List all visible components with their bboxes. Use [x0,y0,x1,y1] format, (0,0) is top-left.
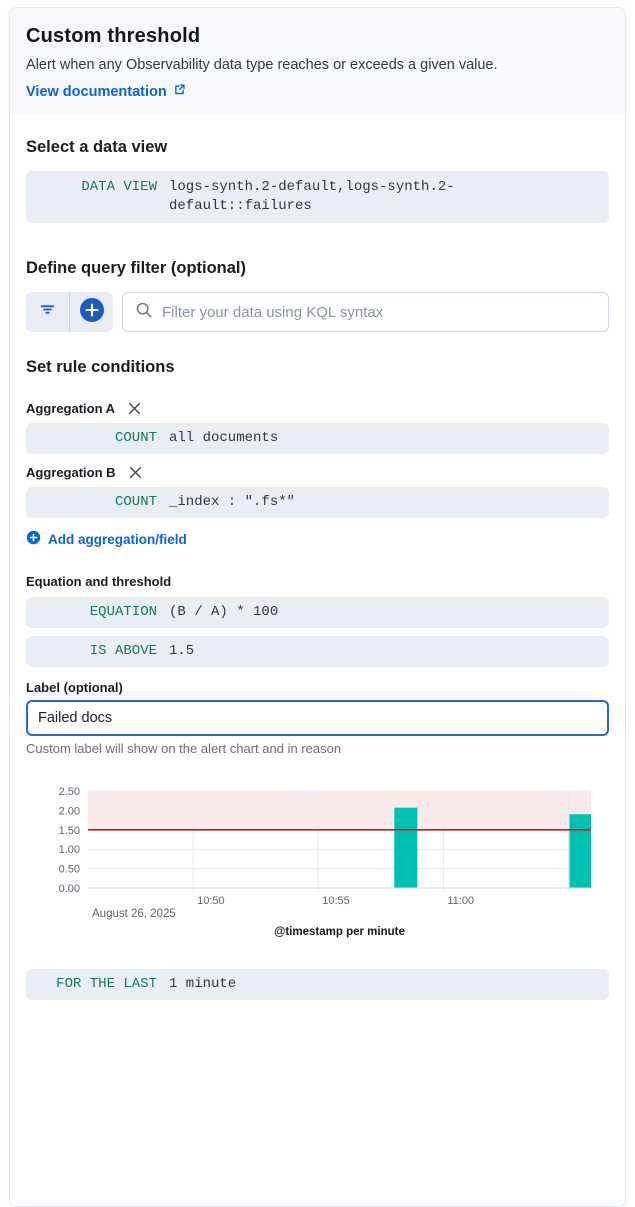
custom-threshold-panel [9,7,626,1207]
add-filter-button[interactable] [69,292,113,332]
svg-text:11:00: 11:00 [447,895,475,907]
data-view-value: logs-synth.2-default,logs-synth.2-default::failures [169,179,455,214]
equation-keyword: EQUATION [89,604,157,620]
add-aggregation-label: Add aggregation/field [48,531,187,547]
svg-text:10:50: 10:50 [197,895,225,907]
preview-chart-svg [26,782,611,942]
aggregation-b-keyword: COUNT [114,494,157,510]
panel-header [10,8,625,114]
svg-text:10:55: 10:55 [322,895,350,907]
svg-text:1.00: 1.00 [58,844,80,857]
time-window-expression[interactable] [26,969,609,1000]
aggregation-b-value: _index : ".fs*" [169,494,296,510]
threshold-keyword: IS ABOVE [89,643,157,659]
data-view-heading: Select a data view [26,138,168,156]
svg-text:1.50: 1.50 [58,824,80,837]
rule-conditions-heading: Set rule conditions [26,358,175,376]
svg-text:August 26, 2025: August 26, 2025 [92,908,176,920]
label-input[interactable] [26,700,609,736]
aggregation-b-header [26,465,609,480]
svg-text:@timestamp per minute: @timestamp per minute [274,926,405,938]
search-icon [135,301,153,324]
filter-menu-button[interactable] [26,292,69,332]
label-field-label: Label (optional) [26,680,123,695]
plus-circle-icon [79,297,105,328]
kql-search-box [122,292,609,332]
aggregation-a-header [26,401,609,416]
add-circle-icon [26,530,41,548]
equation-threshold-heading: Equation and threshold [26,574,172,589]
query-filter-heading: Define query filter (optional) [26,259,247,277]
aggregation-a-expression[interactable] [26,423,609,454]
aggregation-a-keyword: COUNT [114,430,157,446]
remove-aggregation-b-button[interactable] [129,466,142,479]
time-window-value: 1 minute [169,976,237,992]
view-documentation-link[interactable] [26,83,186,100]
preview-chart [26,782,609,947]
remove-aggregation-a-button[interactable] [128,402,141,415]
aggregation-a-value: all documents [169,430,279,446]
svg-text:2.00: 2.00 [58,805,80,818]
page-description: Alert when any Observability data type reaches or exceeds a given value. [26,57,498,73]
aggregation-a-label: Aggregation A [26,401,116,416]
external-link-icon [173,83,186,100]
label-help-text: Custom label will show on the alert chart and in reason [26,741,342,756]
time-window-keyword: FOR THE LAST [56,976,157,992]
svg-text:0.00: 0.00 [58,883,80,895]
page-title: Custom threshold [26,25,201,47]
query-filter-row [26,292,609,332]
kql-filter-input[interactable] [162,304,596,321]
threshold-value: 1.5 [169,643,195,659]
equation-value: (B / A) * 100 [169,604,279,620]
svg-text:0.50: 0.50 [58,863,80,876]
view-documentation-label: View documentation [26,83,167,100]
aggregation-b-expression[interactable] [26,487,609,518]
data-view-keyword: DATA VIEW [81,179,157,195]
threshold-expression[interactable] [26,636,609,667]
filter-lines-icon [39,301,56,323]
aggregation-b-label: Aggregation B [26,465,116,480]
filter-button-group [26,292,113,332]
add-aggregation-link[interactable] [26,530,187,548]
equation-expression[interactable] [26,597,609,628]
svg-text:2.50: 2.50 [58,786,80,798]
data-view-expression[interactable] [26,171,609,223]
